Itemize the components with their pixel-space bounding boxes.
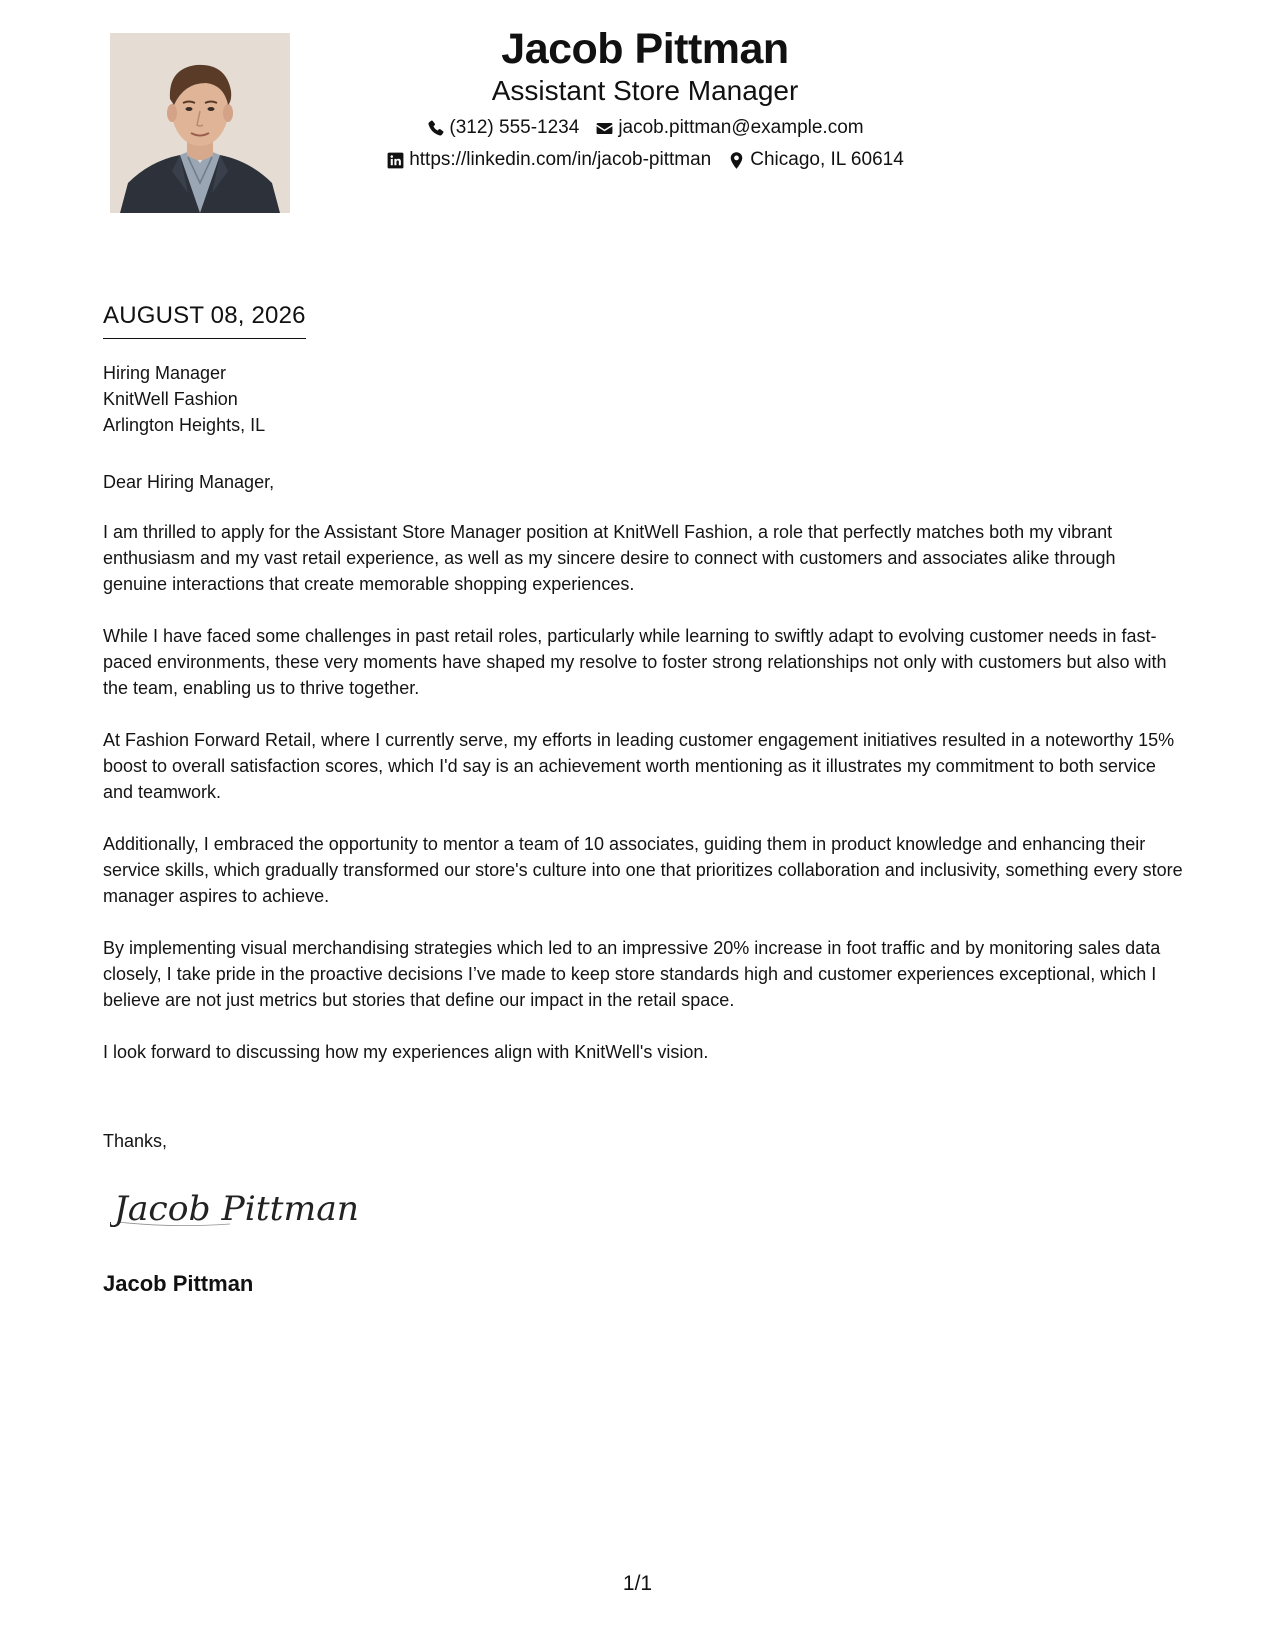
linkedin-icon — [386, 151, 405, 170]
email-address: jacob.pittman@example.com — [618, 117, 864, 138]
contact-email — [595, 116, 863, 140]
contact-phone — [426, 116, 579, 140]
map-pin-icon — [727, 151, 746, 170]
body-paragraph: I am thrilled to apply for the Assistant Store Manager position at KnitWell Fashion, a role that perfectly matches both my vibrant enthusiasm and my vast retail experience, as well as my sincere desire to connect with customers and associates alike through genuine interactions that create memorable shopping experiences. — [103, 522, 1116, 594]
contact-row-primary — [330, 116, 960, 140]
recipient-line: Arlington Heights, IL — [103, 415, 266, 435]
page-indicator: 1/1 — [622, 1572, 653, 1595]
letter-header — [330, 22, 960, 172]
contact-location — [727, 148, 904, 172]
recipient-block — [103, 360, 1183, 438]
linkedin-url: https://linkedin.com/in/jacob-pittman — [409, 149, 712, 170]
recipient-line: KnitWell Fashion — [103, 389, 238, 409]
body-paragraph: By implementing visual merchandising strategies which led to an impressive 20% increase in foot traffic and by monitoring sales data closely, I take pride in the proactive decisions I’ve made to keep store standards high and customer experiences exceptional, which I believe are not just metrics but stories that define our impact in the retail space. — [103, 938, 1161, 1010]
body-paragraph: While I have faced some challenges in past retail roles, particularly while learning to swiftly adapt to evolving customer needs in fast-paced environments, these very moments have shaped my resolve to foster strong relationships not only with customers but also with the team, enabling us to thrive together. — [103, 626, 1167, 698]
envelope-icon — [595, 119, 614, 138]
applicant-name: Jacob Pittman — [501, 25, 789, 73]
letter-date: AUGUST 08, 2026 — [103, 300, 306, 339]
job-title: Assistant Store Manager — [491, 75, 799, 106]
recipient-line: Hiring Manager — [103, 363, 227, 383]
signature-text: Jacob Pittman — [110, 1189, 359, 1229]
letter-body — [103, 519, 1183, 1091]
body-paragraph: I look forward to discussing how my experiences align with KnitWell's vision. — [103, 1042, 709, 1062]
contact-linkedin — [386, 148, 711, 172]
phone-icon — [426, 119, 445, 138]
closing: Thanks, — [103, 1131, 168, 1151]
profile-photo — [110, 33, 290, 213]
body-paragraph: Additionally, I embraced the opportunity to mentor a team of 10 associates, guiding them in product knowledge and enhancing their service skills, which gradually transformed our store's culture into one that prioritizes collaboration and inclusivity, something every store manager aspires to achieve. — [103, 834, 1183, 906]
signed-name: Jacob Pittman — [103, 1271, 254, 1296]
salutation: Dear Hiring Manager, — [103, 472, 275, 492]
body-paragraph: At Fashion Forward Retail, where I currently serve, my efforts in leading customer engagement initiatives resulted in a noteworthy 15% boost to overall satisfaction scores, which I'd say is an achievement worth mentioning as it illustrates my commitment to both service and teamwork. — [103, 730, 1175, 802]
signature-image — [110, 1178, 370, 1238]
phone-number: (312) 555-1234 — [449, 117, 580, 138]
location-text: Chicago, IL 60614 — [750, 149, 904, 170]
contact-row-secondary — [330, 148, 960, 172]
